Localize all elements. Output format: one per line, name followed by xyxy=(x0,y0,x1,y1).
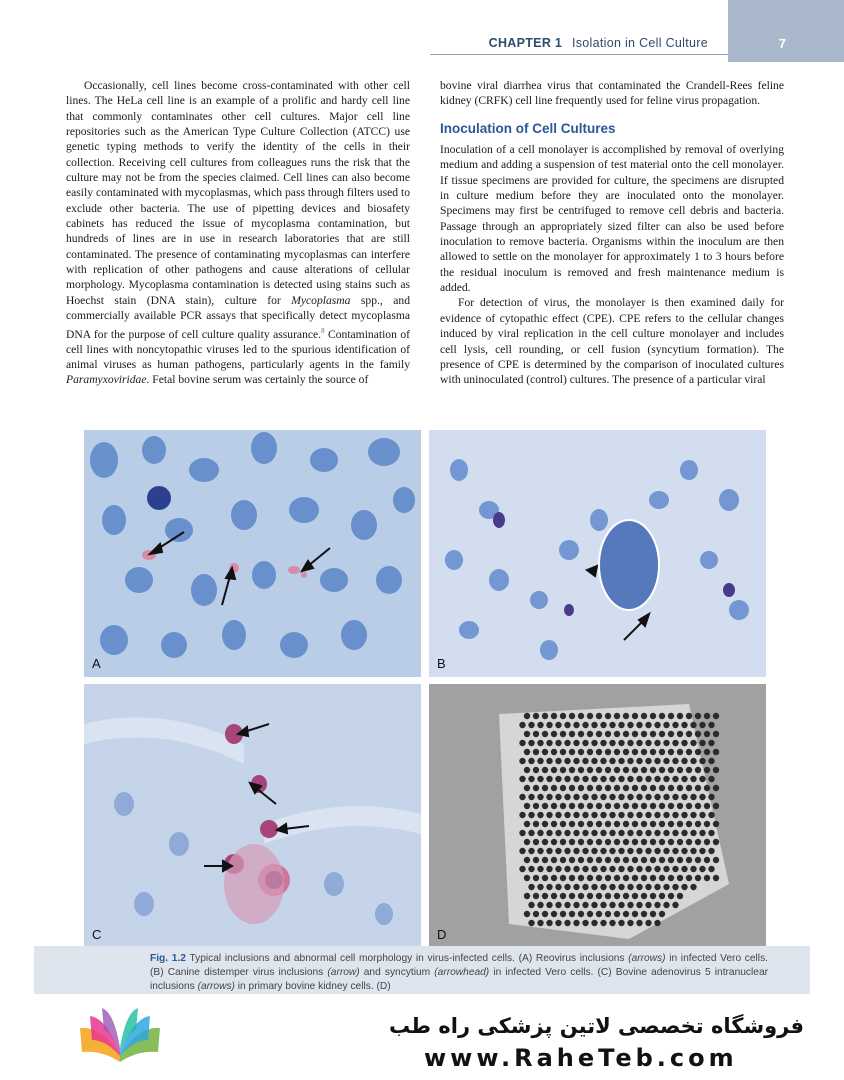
paragraph-inoculation: Inoculation of a cell monolayer is accomplished by removal of overlying medium and adding a suspension of test material onto the cell monolayer. If tissue specimens are provided for culture, the specimens are disrupted in culture medium before they are inoculated onto the monolayer. Specimens may first be centrifuged to remove cell debris and bacteria. Passage through an appropriately sized filter can also be used before inoculation to remove bacteria. Organisms within the inoculum are then allowed to settle on the monolayer for approximately 1 to 3 hours before the residual inoculum is removed and fresh maintenance medium is added. xyxy=(440,143,784,295)
paragraph-contamination: Occasionally, cell lines become cross-contaminated with other cell lines. The HeLa cell line is an example of a prolific and hardy cell line that commonly contaminates other cell cultures. Major cell line repositories such as the American Type Culture Collection (ATCC) use genetic typing methods to verify the identity of the cells in their collection. Receiving cell cultures from colleagues runs the risk that the culture may not be from the species claimed. Cell lines can also become easily contaminated with mycoplasmas, which pass through filters used to exclude other bacteria. The use of pipetting devices and biosafety cabinets has reduced the issue of mycoplasma contamination, but hundreds of lines are in use in research laboratories that are still contaminated. The presence of contaminating mycoplasmas can interfere with replication of other pathogens and cause alterations of cellular morphology. Mycoplasma contamination is detected using stains such as Hoechst stain (DNA stain), culture for Mycoplasma spp., and commercially available PCR assays that specifically detect mycoplasma DNA for the purpose of cell culture quality assurance.$^8$ Contamination of cell lines with noncytopathic viruses led to the spurious identification of animal viruses as human pathogens, particularly agents in the family Paramyxoviridae. Fetal bovine serum was certainly the source of xyxy=(66,79,410,387)
panel-label-d: D xyxy=(437,927,447,942)
reference-link[interactable]: 8 xyxy=(321,326,325,335)
paragraph-continued: bovine viral diarrhea virus that contaminated the Crandell-Rees feline kidney (CRFK) cell line frequently used for feline virus propagation. xyxy=(440,79,784,108)
panel-b-image xyxy=(429,430,766,677)
chapter-header xyxy=(489,36,708,50)
page-number: 7 xyxy=(778,36,786,51)
panel-d-image xyxy=(429,684,766,948)
panel-label-a: A xyxy=(92,656,101,671)
panel-c-image xyxy=(84,684,421,948)
figure-caption: Fig. 1.2 Typical inclusions and abnormal cell morphology in virus-infected cells. (A) Reovirus inclusions (arrows) in infected Vero cells. (B) Canine distemper virus inclusions (arrow) and syncytium (arrowhead) in infected Vero cells. (C) Bovine adenovirus 5 intranuclear inclusions (arrows) in primary bovine kidney cells. (D) xyxy=(150,953,769,992)
panel-a-image xyxy=(84,430,421,677)
right-column xyxy=(440,78,784,388)
panel-label-c: C xyxy=(92,927,102,942)
paragraph-detection: For detection of virus, the monolayer is then examined daily for evidence of cytopathic effect (CPE). CPE refers to the cellular changes induced by viral replication in the cell culture monolayer and includes cell lysis, cell rounding, or cell fusion (syncytium formation). The presence of CPE is determined by the comparison of inoculated cultures with uninoculated (control) cultures. The presence of a particular viral xyxy=(440,296,784,387)
left-column xyxy=(66,78,410,388)
store-url[interactable]: www.RaheTeb.com xyxy=(424,1044,738,1072)
header-rule xyxy=(430,54,728,55)
page-number-tab xyxy=(728,0,844,62)
chapter-title: Isolation in Cell Culture xyxy=(571,36,708,50)
chapter-label: CHAPTER 1 xyxy=(488,36,563,50)
panel-label-b: B xyxy=(437,656,446,671)
section-heading: Inoculation of Cell Cultures xyxy=(440,120,616,136)
book-logo-icon xyxy=(72,1006,168,1068)
store-name: فروشگاه تخصصی لاتین پزشکی راه طب xyxy=(389,1014,804,1038)
